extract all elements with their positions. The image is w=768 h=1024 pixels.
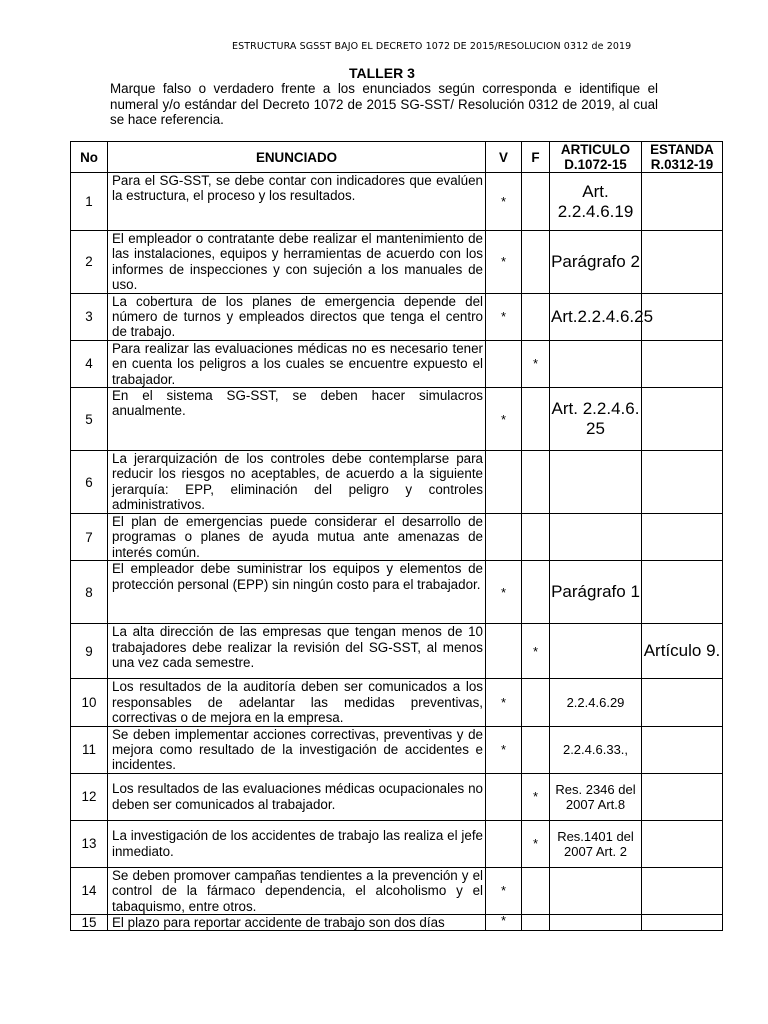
estandar-cell bbox=[642, 561, 723, 624]
header-f: F bbox=[522, 142, 550, 173]
false-mark bbox=[522, 514, 550, 561]
table-row bbox=[71, 561, 723, 624]
estandar-cell bbox=[642, 773, 723, 820]
articulo-cell: 2.2.4.6.33., bbox=[550, 726, 642, 773]
header-articulo bbox=[550, 142, 642, 173]
header-estandar bbox=[642, 142, 723, 173]
row-number: 9 bbox=[71, 624, 108, 679]
false-mark bbox=[522, 561, 550, 624]
row-statement: Se deben implementar acciones correctivas, preventivas y de mejora como resultado de la investigación de accidentes e incidentes. bbox=[108, 726, 486, 773]
estandar-cell bbox=[642, 867, 723, 914]
estandar-cell bbox=[642, 514, 723, 561]
articulo-cell: 2.2.4.6.29 bbox=[550, 679, 642, 726]
row-number: 4 bbox=[71, 340, 108, 387]
row-statement: Para el SG-SST, se debe contar con indicadores que evalúen la estructura, el proceso y los resultados. bbox=[108, 173, 486, 231]
false-mark bbox=[522, 451, 550, 514]
false-mark: * bbox=[522, 624, 550, 679]
true-mark bbox=[486, 820, 522, 867]
false-mark bbox=[522, 679, 550, 726]
true-mark: * bbox=[486, 679, 522, 726]
row-number: 11 bbox=[71, 726, 108, 773]
header-estandar-line2: R.0312-19 bbox=[650, 157, 714, 172]
estandar-cell bbox=[642, 726, 723, 773]
true-mark: * bbox=[486, 867, 522, 914]
table-row bbox=[71, 820, 723, 867]
instructions-paragraph: Marque falso o verdadero frente a los enunciados según corresponda e identifique el numeral y/o estándar del Decreto 1072 de 2015 SG-SST/ Resolución 0312 de 2019, al cual se hace referencia. bbox=[110, 81, 658, 127]
header-articulo-line2: D.1072-15 bbox=[564, 157, 627, 172]
false-mark bbox=[522, 867, 550, 914]
row-number: 8 bbox=[71, 561, 108, 624]
true-mark bbox=[486, 340, 522, 387]
false-mark bbox=[522, 388, 550, 451]
true-mark: * bbox=[486, 231, 522, 294]
row-number: 13 bbox=[71, 820, 108, 867]
true-mark: * bbox=[486, 293, 522, 340]
estandar-cell bbox=[642, 340, 723, 387]
articulo-cell bbox=[550, 624, 642, 679]
estandar-cell bbox=[642, 231, 723, 294]
articulo-cell bbox=[550, 514, 642, 561]
true-mark: * bbox=[486, 173, 522, 231]
row-statement: El empleador o contratante debe realizar el mantenimiento de las instalaciones, equipos y herramientas de acuerdo con los informes de inspecciones y con sujeción a los manuales de uso. bbox=[108, 231, 486, 294]
estandar-cell: Artículo 9. bbox=[642, 624, 723, 679]
row-number: 3 bbox=[71, 293, 108, 340]
true-mark bbox=[486, 624, 522, 679]
false-mark: * bbox=[522, 340, 550, 387]
document-header: ESTRUCTURA SGSST BAJO EL DECRETO 1072 DE 2015/RESOLUCION 0312 de 2019 bbox=[232, 41, 632, 52]
table-row bbox=[71, 726, 723, 773]
row-number: 2 bbox=[71, 231, 108, 294]
true-mark: * bbox=[486, 914, 522, 930]
false-mark bbox=[522, 173, 550, 231]
articulo-cell: Res.1401 del 2007 Art. 2 bbox=[550, 820, 642, 867]
estandar-cell bbox=[642, 388, 723, 451]
header-articulo-line1: ARTICULO bbox=[560, 142, 631, 157]
table-row bbox=[71, 514, 723, 561]
row-number: 1 bbox=[71, 173, 108, 231]
articulo-cell bbox=[550, 914, 642, 930]
row-number: 5 bbox=[71, 388, 108, 451]
header-enunciado: ENUNCIADO bbox=[108, 142, 486, 173]
row-number: 6 bbox=[71, 451, 108, 514]
false-mark bbox=[522, 914, 550, 930]
false-mark bbox=[522, 231, 550, 294]
table-row bbox=[71, 293, 723, 340]
false-mark bbox=[522, 293, 550, 340]
true-mark: * bbox=[486, 561, 522, 624]
true-mark bbox=[486, 773, 522, 820]
articulo-cell: Parágrafo 2 bbox=[550, 231, 642, 294]
estandar-cell bbox=[642, 451, 723, 514]
estandar-cell bbox=[642, 914, 723, 930]
estandar-cell bbox=[642, 173, 723, 231]
header-estandar-line1: ESTANDA bbox=[650, 142, 714, 157]
row-statement: La jerarquización de los controles debe contemplarse para reducir los riesgos no aceptables, de acuerdo a la siguiente jerarquía: EPP, eliminación del peligro y controles administrativos. bbox=[108, 451, 486, 514]
table-row bbox=[71, 231, 723, 294]
row-statement: Los resultados de las evaluaciones médicas ocupacionales no deben ser comunicados al trabajador. bbox=[108, 773, 486, 820]
row-number: 14 bbox=[71, 867, 108, 914]
table-row bbox=[71, 773, 723, 820]
row-statement: La investigación de los accidentes de trabajo las realiza el jefe inmediato. bbox=[108, 820, 486, 867]
articulo-cell: Parágrafo 1 bbox=[550, 561, 642, 624]
true-mark: * bbox=[486, 388, 522, 451]
false-mark: * bbox=[522, 773, 550, 820]
table-row bbox=[71, 679, 723, 726]
row-number: 15 bbox=[71, 914, 108, 930]
false-mark: * bbox=[522, 820, 550, 867]
row-statement: Los resultados de la auditoría deben ser comunicados a los responsables de adelantar las medidas preventivas, correctivas o de mejora en la empresa. bbox=[108, 679, 486, 726]
articulo-cell bbox=[550, 867, 642, 914]
header-no: No bbox=[71, 142, 108, 173]
header-v: V bbox=[486, 142, 522, 173]
true-mark bbox=[486, 451, 522, 514]
row-statement: Para realizar las evaluaciones médicas no es necesario tener en cuenta los peligros a los cuales se encuentre expuesto el trabajador. bbox=[108, 340, 486, 387]
row-statement: El plazo para reportar accidente de trabajo son dos días bbox=[108, 914, 486, 930]
true-mark bbox=[486, 514, 522, 561]
row-number: 10 bbox=[71, 679, 108, 726]
articulo-cell bbox=[550, 451, 642, 514]
articulo-cell: Art. 2.2.4.6.25 bbox=[550, 388, 642, 451]
table-row bbox=[71, 340, 723, 387]
page-title: TALLER 3 bbox=[349, 65, 415, 81]
estandar-cell bbox=[642, 293, 723, 340]
table-row bbox=[71, 624, 723, 679]
row-statement: El empleador debe suministrar los equipos y elementos de protección personal (EPP) sin ningún costo para el trabajador. bbox=[108, 561, 486, 624]
row-statement: El plan de emergencias puede considerar el desarrollo de programas o planes de ayuda mutua ante amenazas de interés común. bbox=[108, 514, 486, 561]
row-statement: La cobertura de los planes de emergencia depende del número de turnos y empleados directos que tenga el centro de trabajo. bbox=[108, 293, 486, 340]
articulo-cell: Art. 2.2.4.6.19 bbox=[550, 173, 642, 231]
row-number: 12 bbox=[71, 773, 108, 820]
row-number: 7 bbox=[71, 514, 108, 561]
estandar-cell bbox=[642, 820, 723, 867]
articulo-cell: Art.2.2.4.6.25 bbox=[550, 293, 642, 340]
table-row bbox=[71, 173, 723, 231]
articulo-cell: Res. 2346 del 2007 Art.8 bbox=[550, 773, 642, 820]
table-row bbox=[71, 451, 723, 514]
row-statement: Se deben promover campañas tendientes a la prevención y el control de la fármaco dependencia, el alcoholismo y el tabaquismo, entre otros. bbox=[108, 867, 486, 914]
false-mark bbox=[522, 726, 550, 773]
true-mark: * bbox=[486, 726, 522, 773]
table-row bbox=[71, 867, 723, 914]
row-statement: La alta dirección de las empresas que tengan menos de 10 trabajadores debe realizar la revisión del SG-SST, al menos una vez cada semestre. bbox=[108, 624, 486, 679]
estandar-cell bbox=[642, 679, 723, 726]
table-row bbox=[71, 914, 723, 930]
articulo-cell bbox=[550, 340, 642, 387]
row-statement: En el sistema SG-SST, se deben hacer simulacros anualmente. bbox=[108, 388, 486, 451]
exercise-table bbox=[70, 141, 723, 931]
table-header-row bbox=[71, 142, 723, 173]
table-row bbox=[71, 388, 723, 451]
